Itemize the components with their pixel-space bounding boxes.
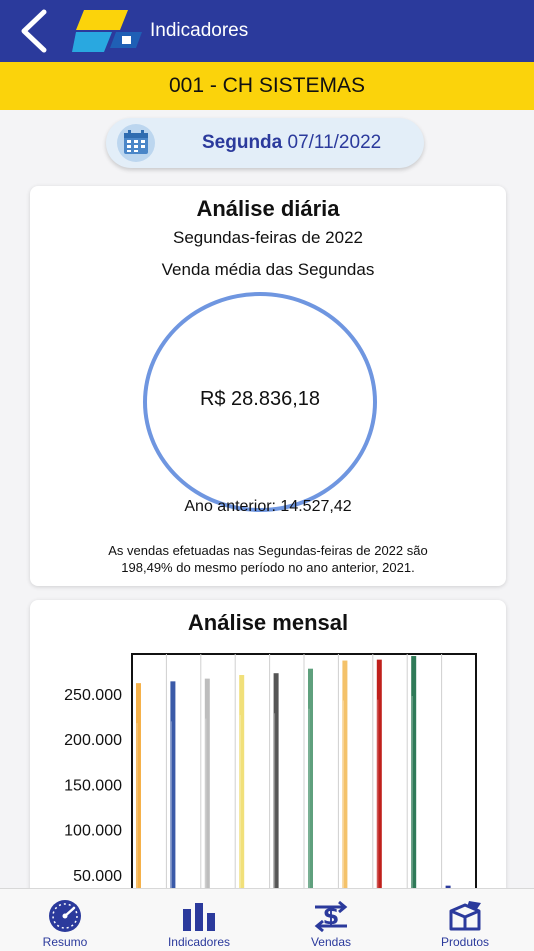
nav-produtos-label: Produtos (440, 935, 490, 949)
monthly-analysis-title: Análise mensal (187, 610, 349, 635)
app-logo-icon (72, 6, 144, 56)
daily-analysis-card (30, 186, 506, 586)
nav-produtos[interactable] (410, 889, 520, 951)
daily-subtitle: Segundas-feiras de 2022 (173, 228, 363, 247)
chart-y-tick-label: 150.000 (64, 777, 122, 795)
nav-resumo[interactable] (10, 889, 120, 951)
daily-note-line-2: 198,49% do mesmo período no ano anterior, 2021. (121, 560, 415, 575)
speedometer-icon (47, 899, 83, 933)
top-bar (0, 0, 534, 62)
chart-y-tick-label: 250.000 (64, 687, 122, 704)
calendar-icon (116, 124, 156, 162)
bottom-navigation (0, 888, 534, 951)
daily-note (30, 542, 506, 576)
date-selector[interactable] (106, 118, 424, 168)
daily-analysis-title: Análise diária (196, 196, 340, 221)
previous-year-value: Ano anterior: 14.527,42 (184, 498, 352, 515)
selected-date (202, 132, 381, 154)
selected-weekday: Segunda (202, 132, 283, 153)
average-sales-ring (143, 292, 377, 512)
selected-date-value: 07/11/2022 (287, 132, 382, 153)
nav-vendas[interactable] (276, 889, 386, 951)
bar-chart-icon (181, 899, 217, 933)
chart-y-tick-label: 200.000 (64, 732, 122, 750)
box-icon (447, 899, 483, 933)
nav-vendas-label: Vendas (310, 935, 352, 949)
monthly-analysis-card (30, 600, 506, 900)
company-banner: 001 - CH SISTEMAS (0, 62, 534, 110)
dollar-exchange-icon (313, 899, 349, 933)
svg-text:$: $ (322, 902, 340, 930)
back-chevron-icon[interactable] (14, 8, 54, 54)
chart-y-tick-label: 100.000 (64, 822, 122, 840)
monthly-bar-chart (30, 640, 506, 900)
daily-metric-label: Venda média das Segundas (161, 260, 375, 279)
daily-note-line-1: As vendas efetuadas nas Segundas-feiras de 2022 são (108, 543, 428, 558)
nav-resumo-label: Resumo (42, 935, 88, 949)
chart-y-tick-label: 50.000 (73, 867, 122, 885)
nav-indicadores[interactable] (144, 889, 254, 951)
average-sales-value: R$ 28.836,18 (199, 388, 321, 410)
page-title: Indicadores (150, 20, 249, 41)
nav-indicadores-label: Indicadores (167, 935, 231, 949)
